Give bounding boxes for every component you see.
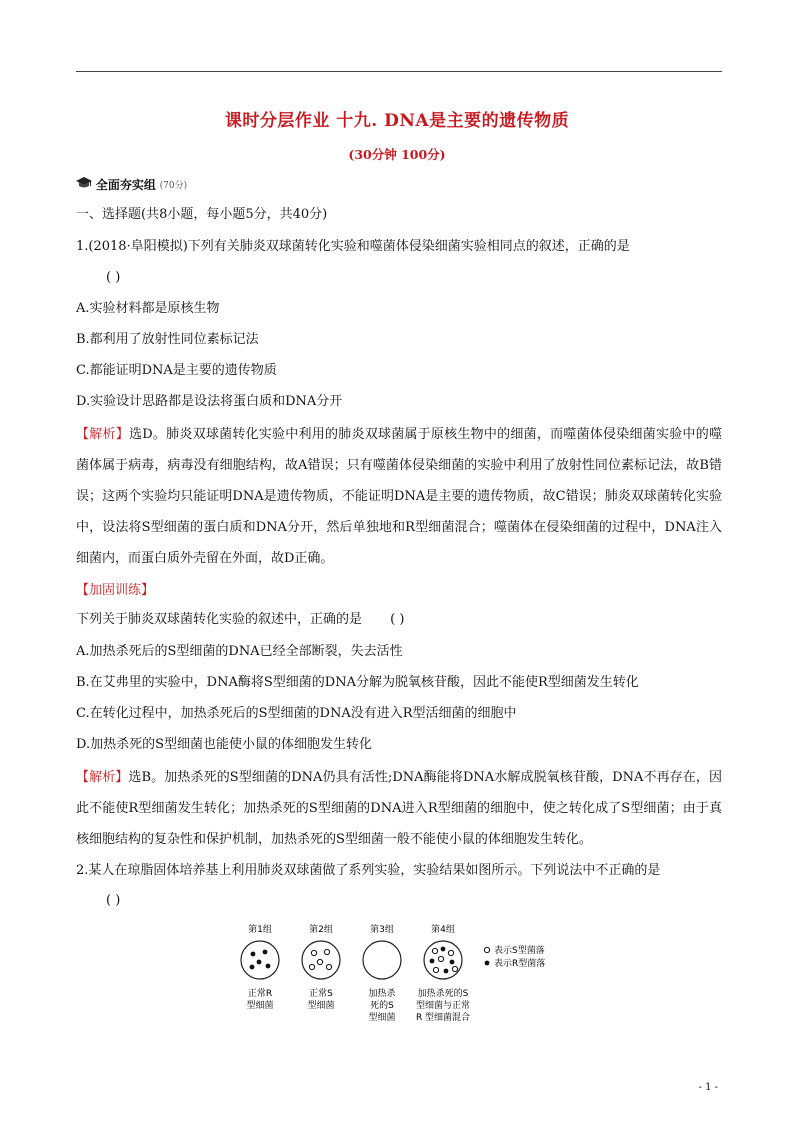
legend-s-colony: 表示S型菌落 [494,946,545,956]
reinforce-tag: 【加固训练】 [76,583,155,598]
group-3-title: 第3组 [370,925,394,935]
legend-r-colony: 表示R型菌落 [494,959,546,969]
section-badge-label: 全面夯实组 [95,178,156,192]
page-subtitle: (30分钟 100分) [348,147,446,162]
q1-stem: 1.(2018·阜阳模拟)下列有关肺炎双球菌转化实验和噬菌体侵染细菌实验相同点的叙述，正确的是 [76,239,630,254]
experiment-figure [230,920,570,1035]
group-1-caption-line-1: 正常R [247,989,273,999]
q1-analysis-text: 选D。肺炎双球菌转化实验中利用的肺炎双球菌属于原核生物中的细菌，而噬菌体侵染细菌实验中的噬菌体属于病毒，病毒没有细胞结构，故A错误；只有噬菌体侵染细菌的实验中利用了放射性同位素标记法，故B错误；这两个实验均只能证明DNA是遗传物质，不能证明DNA是主要的遗传物质，故C错误；肺炎双球菌转化实验中，设法将S型细菌的蛋白质和DNA分开，然后单独地和R型细菌混合；噬菌体在侵染细菌的过程中，DNA注入细菌内，而蛋白质外壳留在外面，故D正确。 [76,427,722,566]
reinforce-stem: 下列关于肺炎双球菌转化实验的叙述中，正确的是 [76,612,363,627]
part-heading: 一、选择题(共8小题，每小题5分，共40分) [76,207,328,222]
group-2-title: 第2组 [309,925,333,935]
reinforce-analysis [76,762,722,855]
q1-option-b: B.都利用了放射性同位素标记法 [76,332,259,347]
q1-option-d: D.实验设计思路都是设法将蛋白质和DNA分开 [76,394,343,409]
group-2-caption-line-1: 正常S [309,989,333,999]
figure-legend [484,944,545,969]
group-3-caption-line-1: 加热杀 [368,989,396,999]
reinforce-stem-row [76,610,726,630]
s-colony-legend-marker [484,947,489,952]
q1-answer-blank: ( ) [106,270,121,285]
page-title: 课时分层作业 十九. DNA是主要的遗传物质 [224,111,570,131]
group-1-title: 第1组 [248,925,272,935]
reinforce-option-b: B.在艾弗里的实验中，DNA酶将S型细菌的DNA分解为脱氧核苷酸，因此不能使R型细菌发生转化 [76,675,639,690]
q1-option-c: C.都能证明DNA是主要的遗传物质 [76,363,277,378]
q2-answer-blank: ( ) [106,893,121,908]
q1-analysis [76,419,722,574]
group-1-caption-line-2: 型细菌 [246,1001,274,1011]
q2-stem: 2.某人在琼脂固体培养基上利用肺炎双球菌做了系列实验，实验结果如图所示。下列说法中不正确的是 [76,863,661,878]
group-2-dish [302,941,340,979]
group-1-dish [241,941,279,979]
group-3-dish [363,941,401,979]
reinforce-option-c: C.在转化过程中，加热杀死后的S型细菌的DNA没有进入R型活细菌的细胞中 [76,706,517,721]
group-4-caption-line-1: 加热杀死的S [417,989,469,999]
q1-analysis-tag: 【解析】 [76,427,129,442]
group-4-dish [424,941,462,979]
group-4-caption-line-2: 型细菌与正常 [415,1001,471,1011]
q1-option-a: A.实验材料都是原核生物 [76,301,220,316]
reinforce-answer-blank: ( ) [390,612,405,627]
header-rule [76,71,722,72]
reinforce-option-a: A.加热杀死后的S型细菌的DNA已经全部断裂，失去活性 [76,644,403,659]
page-number: - 1 - [698,1082,718,1093]
group-3-caption-line-3: 型细菌 [368,1013,396,1023]
graduation-cap-icon [76,177,92,192]
group-4-title: 第4组 [431,925,455,935]
group-3-caption-line-2: 死的S [370,1001,394,1011]
r-colony-legend-marker [485,961,490,966]
section-badge-score: (70分) [159,181,188,191]
reinforce-option-d: D.加热杀死的S型细菌也能使小鼠的体细胞发生转化 [76,737,372,752]
reinforce-analysis-tag: 【解析】 [76,770,129,785]
group-2-caption-line-2: 型细菌 [307,1001,335,1011]
reinforce-analysis-text: 选B。加热杀死的S型细菌的DNA仍具有活性;DNA酶能将DNA水解成脱氧核苷酸，DNA不再存在，因此不能使R型细菌发生转化；加热杀死的S型细菌的DNA进入R型细菌的细胞中，使之转化成了S型细菌；由于真核细胞结构的复杂性和保护机制，加热杀死的S型细菌一般不能使小鼠的体细胞发生转化。 [76,770,722,847]
section-badge [76,176,187,194]
group-4-caption-line-3: R 型细菌混合 [415,1013,471,1023]
